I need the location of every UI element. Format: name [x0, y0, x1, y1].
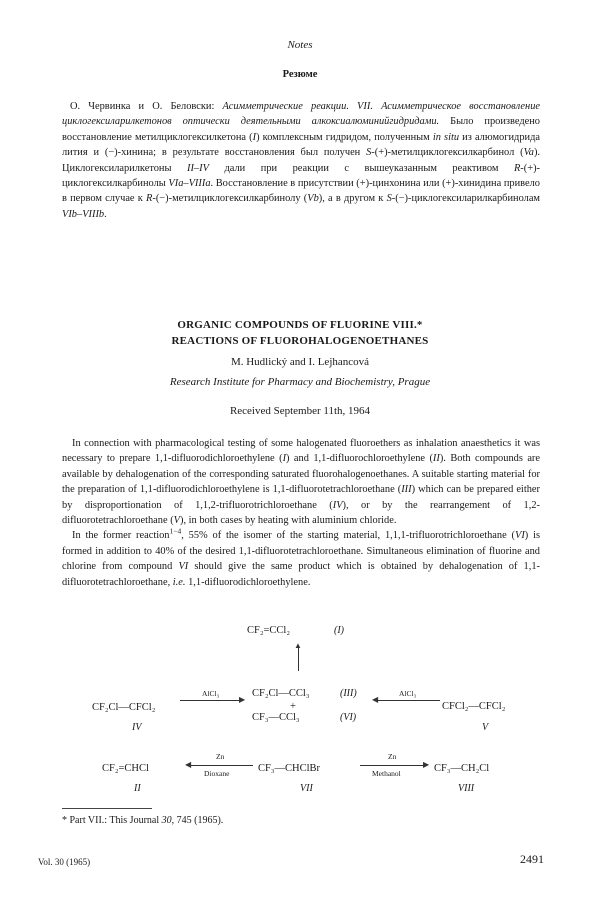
arrowhead-right-bottom: ▶	[423, 760, 430, 769]
arrowhead-left: ◀	[372, 695, 379, 704]
paragraph-1: In connection with pharmacological testing of some halogenated fluoroethers as inhalation anaesthetics it was necessary to prepare 1,1-difluorodichloroethylene (I) and 1,1-difluorochloroethylene (II). Both compounds are available by dehalogenation of the corresponding saturated fluorohalogenoethanes. A suitable starting material for the preparation of 1,1-difluorodichloroethylene is 1,1-difluorotetrachloroethane (III) which can be prepared either by disproportionation of 1,1,2-trifluorotrichloroethane (IV), or by the rearrangement of 1,2-difluorotetrachloroethane (V), in both cases by heating with aluminium chloride.	[62, 438, 540, 527]
arrowhead-right: ▶	[239, 695, 246, 704]
compound-IV: CF₂Cl—CFCl₂	[92, 702, 156, 713]
compound-III: CF₂Cl—CCl₃	[252, 688, 310, 699]
compound-VII: CF₃—CHClBr	[258, 763, 321, 774]
compound-V: CFCl₂—CFCl₂	[442, 701, 506, 712]
solvent-methanol: Methanol	[372, 769, 401, 778]
reagent-alcl3-right: AlCl₃	[399, 689, 417, 698]
compound-IV-label: IV	[132, 722, 142, 733]
article-body	[62, 436, 540, 590]
resume-heading: Резюме	[282, 69, 318, 80]
arrowhead-left-bottom: ◀	[185, 760, 192, 769]
compound-VII-label: VII	[300, 783, 313, 794]
compound-V-label: V	[482, 722, 489, 733]
resume-abstract: О. Червинка и О. Беловски: Асимметрические реакции. VII. Асимметрическое восстановление циклогексиларилкетонов оптически деятельными алкоксиалюминийгидридами. Было произведено восстановление метилциклогексилкетона (I) комплексным гидридом, полученным in situ из алюмогидрида лития и (−)-хинина; в результате восстановления был получен S-(+)-метилциклогексилкарбинол (Va). Циклогексиларилкетоны II–IV дали при реакции с вышеуказанным реактивом R-(+)-циклогексилкарбинолы VIa–VIIIa. Восстановление в присутствии (+)-цинхонина или (+)-хинидина привело в первом случае к R-(−)-метилциклогексилкарбинолу (Vb), а в другом к S-(−)-циклогексиларилкарбинолам VIb–VIIIb.	[62, 101, 541, 220]
paragraph-2: In the former reaction$^{1-4}$, 55% of the isomer of the starting material, 1,1,1-trifluorotrichloroethane (VI) is formed in addition to 40% of the desired 1,1-difluorotetrachloroethane. Simultaneous elimination of fluorine and chlorine from compound VI should give the same product which is obtained by dehalogenation of 1,1-difluorotetrachloroethane, i.e. 1,1-difluorodichloroethylene.	[62, 526, 540, 588]
arrow-right-bottom	[360, 765, 426, 766]
article-affiliation: Research Institute for Pharmacy and Biochemistry, Prague	[169, 376, 431, 388]
arrowhead-up: ▲	[294, 641, 302, 650]
compound-VIII: CF₃—CH₂Cl	[434, 763, 490, 774]
compound-VI: CF₃—CCl₃	[252, 712, 300, 723]
compound-I: CF₂=CCl₂	[247, 625, 291, 636]
journal-volume: Vol. 30 (1965)	[38, 857, 91, 867]
arrow-up	[298, 647, 299, 671]
compound-VI-label: (VI)	[340, 712, 357, 723]
reaction-scheme	[62, 615, 540, 815]
reference-superscript: 1−4	[169, 526, 182, 536]
solvent-dioxane: Dioxane	[204, 769, 230, 778]
running-head: Notes	[287, 39, 313, 51]
resume-title: Асимметрические реакции. VII. Асимметрическое восстановление циклогексиларилкетонов оптически деятельными алкоксиалюминийгидридами.	[62, 101, 540, 128]
arrow-right	[180, 700, 242, 701]
reagent-zn-right: Zn	[388, 752, 397, 761]
compound-III-label: (III)	[340, 688, 357, 699]
plus-sign: +	[290, 701, 296, 712]
footnote: * Part VII.: This Journal 30, 745 (1965).	[62, 815, 224, 826]
compound-II: CF₂=CHCl	[102, 763, 149, 774]
article-title-line-2: REACTIONS OF FLUOROHALOGENOETHANES	[171, 335, 429, 347]
compound-VIII-label: VIII	[458, 783, 475, 794]
arrow-left-bottom	[189, 765, 253, 766]
reagent-zn-left: Zn	[216, 752, 225, 761]
arrow-left	[376, 700, 440, 701]
reagent-alcl3-left: AlCl₃	[202, 689, 220, 698]
article-authors: M. Hudlický and I. Lejhancová	[230, 356, 370, 368]
compound-II-label: II	[134, 783, 141, 794]
resume-authors: О. Червинка и О. Беловски:	[70, 101, 215, 112]
received-date: Received September 11th, 1964	[229, 405, 371, 417]
compound-I-label: (I)	[334, 625, 344, 636]
footnote-rule	[62, 808, 152, 809]
page-number: 2491	[520, 852, 544, 866]
article-title-line-1: ORGANIC COMPOUNDS OF FLUORINE VIII.*	[177, 319, 423, 331]
